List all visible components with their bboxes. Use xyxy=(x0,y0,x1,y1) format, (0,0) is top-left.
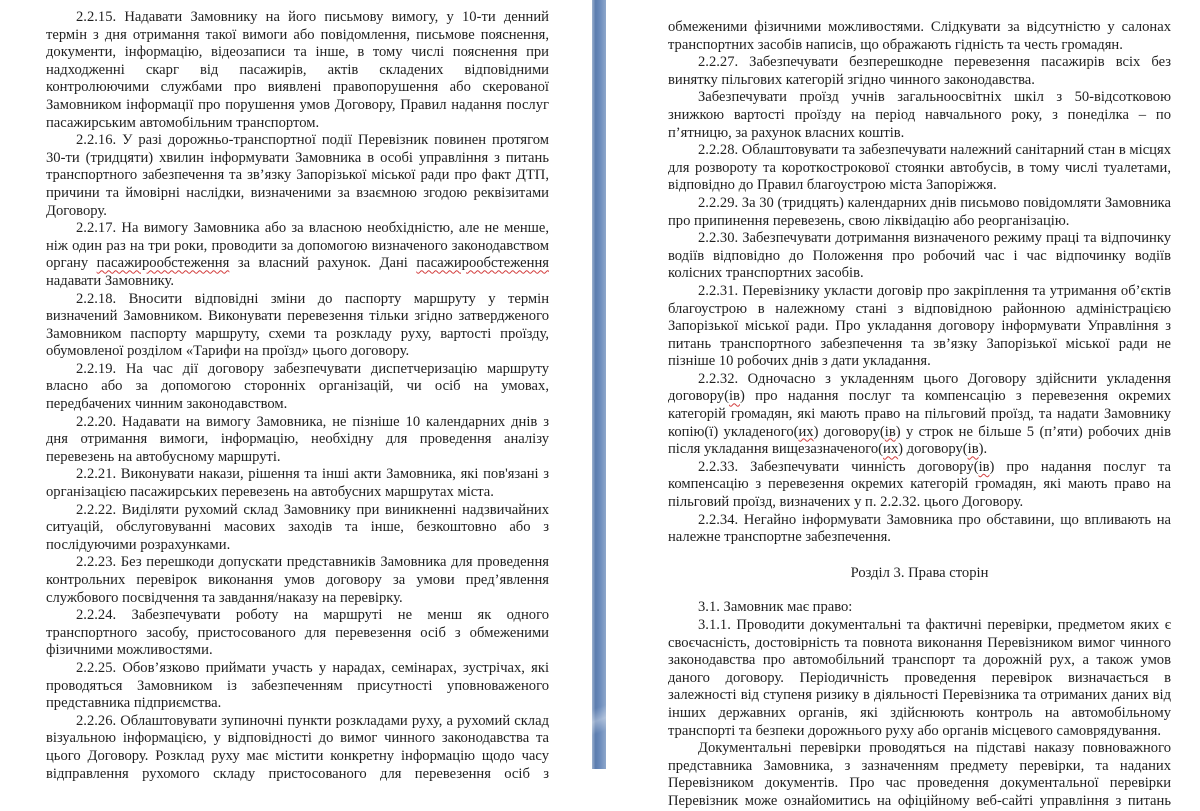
clause-text: за власний рахунок. Дані xyxy=(229,255,417,272)
clause-2-2-25: 2.2.25. Обов’язково приймати участь у нарадах, семінарах, зустрічах, які проводяться Замовником із забезпеченням присутності уповноваженого представника підприємства. xyxy=(46,659,549,712)
clause-3-1-1-documentary-checks: Документальні перевірки проводяться на підставі наказу повноважного представника Замовника, з зазначенням предмету перевірки, та наданих Перевізником документів. Про час проведення документальної перевірки Перевізник може ознайомитись на офіційному веб-сайті управління з питань xyxy=(668,740,1171,809)
clause-2-2-22: 2.2.22. Виділяти рухомий склад Замовнику при виникненні надзвичайних ситуацій, обслуговуванні масових заходів та інше, безкоштовно або з послідуючими розрахунками. xyxy=(46,501,549,553)
clause-text: надавати Замовнику. xyxy=(46,272,175,289)
clause-text: 2.2.33. Забезпечувати чинність договору( xyxy=(698,458,979,475)
clause-2-2-29: 2.2.29. За 30 (тридцять) календарних днів письмово повідомляти Замовника про припинення перевезень, свою ліквідацію або реорганізацію. xyxy=(668,194,1171,229)
clause-2-2-20: 2.2.20. Надавати на вимогу Замовника, не пізніше 10 календарних днів з дня отримання вимоги, інформацію, необхідну для проведення аналізу перевезень на автобусному маршруті. xyxy=(46,413,549,465)
clause-2-2-17 xyxy=(46,220,549,290)
section-heading: Розділ 3. Права сторін xyxy=(850,564,989,581)
clause-2-2-24: 2.2.24. Забезпечувати роботу на маршруті не менш як одного транспортного засобу, пристосованого для перевезення осіб з обмеженими фізичними можливостями. xyxy=(46,607,549,659)
page-text-left[interactable] xyxy=(46,9,549,783)
clause-3-1-1: 3.1.1. Проводити документальні та фактичні перевірки, предметом яких є своєчасність, достовірність та повнота виконання Перевізником вимог чинного законодавства про автомобільний транспорт та дорожній рух, а також умов даного договору. Періодичність проведення перевірок визначається в залежності від ступеня ризику в діяльності Перевізника та отриманих даних від інших державних органів, які здійснюють контроль на автомобільному транспорті та безпеки дорожнього руху або органів місцевого самоврядування. xyxy=(668,617,1171,739)
document-page-right xyxy=(606,0,1200,809)
clause-2-2-34: 2.2.34. Негайно інформувати Замовника про обставини, що впливають на належне транспортне забезпечення. xyxy=(668,511,1171,546)
clause-text: ) договору( xyxy=(898,441,968,458)
clause-text: ) про надання послуг та компенсацію з перевезення окремих категорій громадян, які мають право на пільговий проїзд, та надати Замовнику копію(ї) укладеного( xyxy=(668,388,1171,440)
misspelled-word[interactable]: ів xyxy=(884,423,896,440)
misspelled-word[interactable]: их xyxy=(883,441,899,458)
clause-3-1: 3.1. Замовник має право: xyxy=(698,599,853,616)
clause-2-2-32 xyxy=(668,371,1171,459)
clause-text: 2.2.17. На вимогу Замовника або за власною необхідністю, але не менше, ніж один раз на три роки, проводити за допомогою визначеного законодавством органу xyxy=(46,220,549,272)
divider-highlight xyxy=(592,690,606,750)
clause-text: ) у строк не більше 5 (п’яти) робочих днів після укладання вищезазначеного( xyxy=(668,423,1171,458)
clause-text: ). xyxy=(978,441,988,458)
clause-text: ) про надання послуг та компенсацію з перевезення окремих категорій громадян, які мають право на пільговий проїзд, визначених у п. 2.2.32. цього Договору. xyxy=(668,458,1171,511)
clause-2-2-18: 2.2.18. Вносити відповідні зміни до паспорту маршруту у термін визначений Замовником. Виконувати перевезення тільки згідно затвердженого Замовником паспорту маршруту, схеми та розкладу руху, вартості проїзду, обумовленої розділом «Тарифи на проїзд» цього договору. xyxy=(46,290,549,360)
clause-2-2-27-students: Забезпечувати проїзд учнів загальноосвітніх шкіл з 50-відсотковою знижкою вартості проїзду на період навчального року, з понеділка – по п’ятницю, за рахунок власних коштів. xyxy=(668,89,1171,141)
misspelled-word[interactable]: ів xyxy=(967,441,979,458)
clause-2-2-19: 2.2.19. На час дії договору забезпечувати диспетчеризацію маршруту власно або за допомогою сторонніх організацій, чи осіб на умовах, передбачених чинним законодавством. xyxy=(46,360,549,413)
clause-2-2-33 xyxy=(668,459,1171,512)
clause-2-2-15: 2.2.15. Надавати Замовнику на його письмову вимогу, у 10-ти денний термін з дня отримання такої вимоги або повідомлення, письмове пояснення, документи, інформацію, відеозаписи та інше, в тому числі пояснення при надходженні скарг від пасажирів, актів складених відповідними контролюючими службами про виявлені правопорушення або скерованої Замовником інформації про порушення умов Договору, Правил надання послуг пасажирським автомобільним транспортом. xyxy=(46,9,549,131)
clause-2-2-23: 2.2.23. Без перешкоди допускати представників Замовника для проведення контрольних перевірок виконання умов договору за умови пред’явлення службового посвідчення та завдання/наказу на перевірку. xyxy=(46,554,549,606)
page-divider xyxy=(592,0,606,769)
clause-2-2-27: 2.2.27. Забезпечувати безперешкодне перевезення пасажирів всіх без винятку пільгових категорій згідно чинного законодавства. xyxy=(668,54,1171,88)
clause-2-2-30: 2.2.30. Забезпечувати дотримання визначеного режиму праці та відпочинку водіїв відповідно до Положення про робочий час і час відпочинку водіїв колісних транспортних засобів. xyxy=(668,230,1171,282)
misspelled-word[interactable]: их xyxy=(798,423,814,440)
clause-2-2-28: 2.2.28. Облаштовувати та забезпечувати належний санітарний стан в місцях для розвороту та короткострокової стоянки автобусів, в тому числі туалетами, відповідно до Правил благоустрою міста Запоріжжя. xyxy=(668,142,1171,194)
clause-text: 2.2.32. Одночасно з укладенням цього Договору здійснити укладення договору( xyxy=(668,370,1171,405)
misspelled-word[interactable]: ів xyxy=(729,388,740,405)
clause-2-2-21: 2.2.21. Виконувати накази, рішення та інші акти Замовника, які пов'язані з організацією пасажирських перевезень на автобусних маршрутах міста. xyxy=(46,466,549,501)
misspelled-word[interactable]: ів xyxy=(978,458,990,475)
page-text-right[interactable] xyxy=(668,19,1171,811)
clause-2-2-26-continuation: обмеженими фізичними можливостями. Слідкувати за відсутністю у салонах транспортних засобів написів, що ображають гідність та честь громадян. xyxy=(668,19,1171,53)
misspelled-word[interactable]: пасажирообстеження xyxy=(416,255,549,272)
clause-2-2-16: 2.2.16. У разі дорожньо-транспортної події Перевізник повинен протягом 30-ти (тридцяти) хвилин інформувати Замовника в особі управління з питань транспортного забезпечення та зв’язку Запорізької міської ради про факт ДТП, причини та ймовірні наслідки, визначеними за взаємною згодою реквізитами Договору. xyxy=(46,132,549,219)
document-page-left xyxy=(0,0,592,782)
clause-2-2-26: 2.2.26. Облаштовувати зупиночні пункти розкладами руху, а рухомий склад візуальною інформацією, у відповідності до вимог чинного законодавства та цього Договору. Розклад руху має містити конкретну інформацію щодо часу відправлення рухомого складу пристосованого для перевезення осіб з xyxy=(46,712,549,782)
clause-text: ) договору( xyxy=(813,423,885,440)
clause-2-2-31: 2.2.31. Перевізнику укласти договір про закріплення та утримання об’єктів благоустрою в належному стані з відповідною районною адміністрацією Запорізької міської ради. Про укладання договору інформувати Управління з питань транспортного забезпечення та зв’язку Запорізької міської ради не пізніше 10 робочих днів з дати укладання. xyxy=(668,282,1171,370)
misspelled-word[interactable]: пасажирообстеження xyxy=(96,255,230,272)
